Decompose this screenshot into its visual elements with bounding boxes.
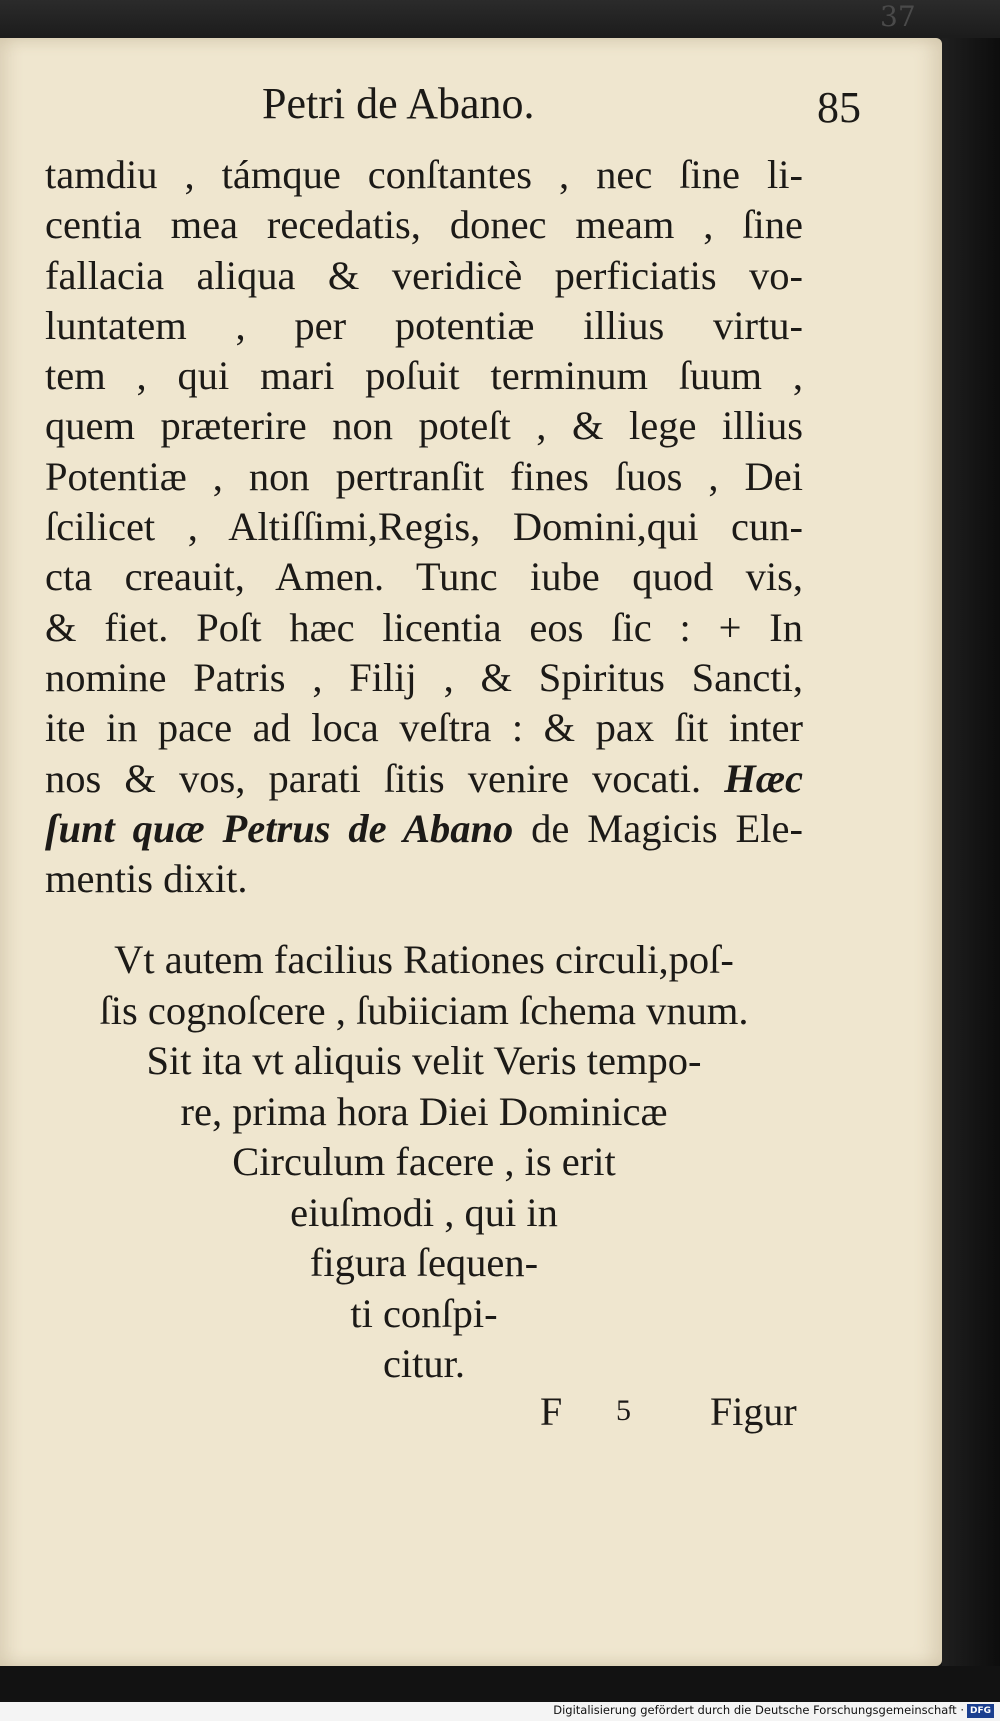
text-line: ti conſpi- bbox=[350, 1290, 498, 1336]
text-line: ite in pace ad loca veſtra : & pax ſit inter bbox=[45, 705, 803, 751]
page-number: 85 bbox=[817, 83, 861, 132]
digitization-credit: Digitalisierung gefördert durch die Deutsche Forschungsgemeinschaft · bbox=[553, 1703, 964, 1717]
running-title: Petri de Abano. bbox=[262, 79, 535, 128]
previous-page-number: 37 bbox=[880, 0, 916, 33]
text-line: Potentiæ , non pertranſit fines ſuos , Dei bbox=[45, 453, 803, 499]
text-line: cta creauit, Amen. Tunc iube quod vis, bbox=[45, 554, 803, 600]
text-line: tem , qui mari poſuit terminum ſuum , bbox=[45, 353, 803, 399]
text-line: nomine Patris , Filij , & Spiritus Sancti, bbox=[45, 654, 803, 700]
italic-segment: Hæc bbox=[724, 755, 803, 801]
text-line: ſis cognoſcere , ſubiiciam ſchema vnum. bbox=[99, 987, 749, 1033]
scan-bottom-edge bbox=[0, 1666, 1000, 1702]
text-line: quem præterire non poteſt , & lege illius bbox=[45, 403, 803, 449]
text-segment: de Magicis Ele- bbox=[531, 805, 803, 851]
text-line: mentis dixit. bbox=[45, 856, 248, 902]
catchword: Figur bbox=[710, 1389, 797, 1434]
figure-intro-paragraph bbox=[45, 935, 803, 1390]
body-paragraph bbox=[45, 150, 803, 904]
text-line bbox=[45, 754, 803, 804]
text-line: tamdiu , támque conſtantes , nec ſine li- bbox=[45, 152, 803, 197]
text-line bbox=[45, 804, 803, 854]
text-line: fallacia aliqua & veridicè perficiatis vo- bbox=[45, 252, 803, 298]
text-line: luntatem , per potentiæ illius virtu- bbox=[45, 302, 803, 348]
text-line: & fiet. Poſt hæc licentia eos ſic : + In bbox=[45, 604, 803, 650]
scan-right-edge bbox=[942, 38, 1000, 1666]
italic-segment: ſunt quæ Petrus de Abano bbox=[45, 805, 514, 851]
text-line: centia mea recedatis, donec meam , ſine bbox=[45, 202, 803, 248]
text-line: Vt autem facilius Rationes circuli,poſ- bbox=[114, 937, 734, 982]
text-segment: nos & vos, parati ſitis venire vocati. bbox=[45, 755, 702, 801]
text-line: eiuſmodi , qui in bbox=[290, 1189, 558, 1235]
text-line: ſcilicet , Altiſſimi,Regis, Domini,qui cun- bbox=[45, 504, 803, 550]
text-line: Circulum facere , is erit bbox=[232, 1139, 616, 1184]
running-header bbox=[0, 78, 942, 138]
signature-mark: F bbox=[540, 1389, 563, 1434]
signature-number: 5 bbox=[616, 1394, 631, 1427]
dfg-logo: DFG bbox=[967, 1704, 994, 1718]
text-line: figura ſequen- bbox=[309, 1240, 539, 1285]
text-line: citur. bbox=[382, 1341, 466, 1386]
text-line: re, prima hora Diei Dominicæ bbox=[180, 1088, 668, 1134]
scan-top-edge bbox=[0, 0, 1000, 42]
catchline bbox=[540, 1388, 808, 1443]
text-line: Sit ita vt aliquis velit Veris tempo- bbox=[146, 1038, 702, 1083]
